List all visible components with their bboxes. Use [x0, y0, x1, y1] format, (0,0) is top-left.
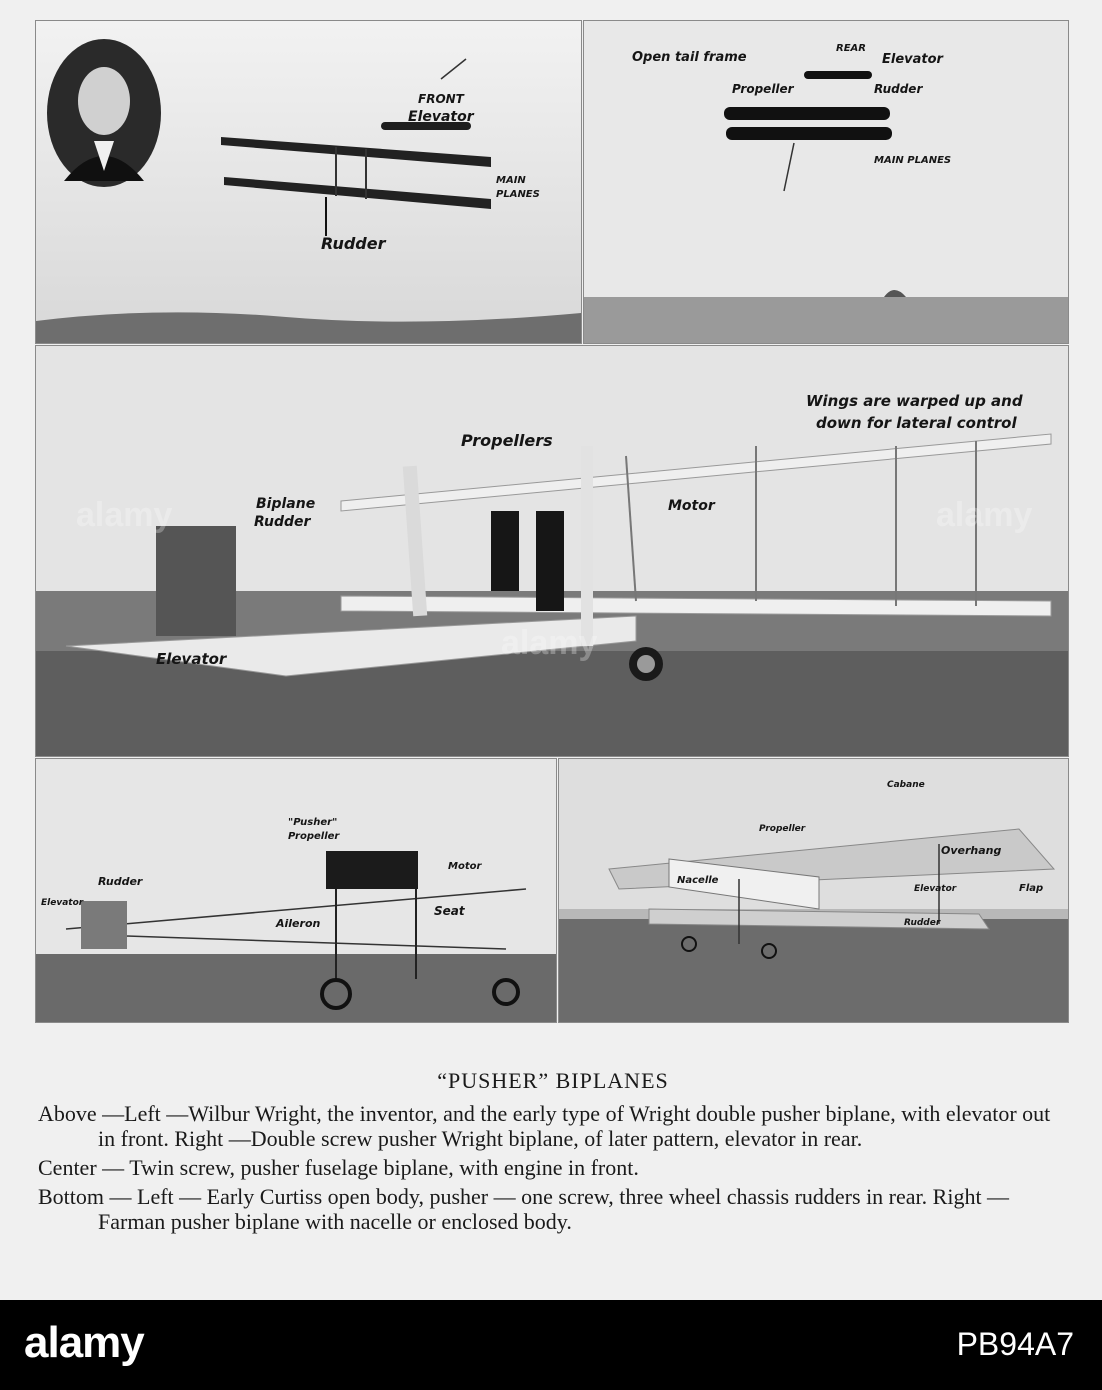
- label-rudder: Rudder: [904, 918, 941, 928]
- farman-pusher-illustration: [559, 759, 1068, 1022]
- caption-title: “PUSHER” BIPLANES: [437, 1068, 669, 1093]
- label-motor: Motor: [668, 498, 715, 514]
- watermark-center: alamy: [501, 624, 598, 662]
- label-seat: Seat: [434, 904, 465, 918]
- label-rudder: Rudder: [321, 234, 386, 253]
- wright-later-biplane-illustration: [584, 21, 1068, 343]
- watermark-right: alamy: [936, 496, 1033, 534]
- label-pusher-propeller: Propeller: [288, 831, 340, 842]
- label-wings-1: Wings are warped up and: [806, 392, 1023, 410]
- label-propellers: Propellers: [461, 431, 553, 450]
- label-motor: Motor: [448, 861, 482, 872]
- label-elevator: Elevator: [914, 884, 957, 894]
- photo-farman-nacelle: [558, 758, 1069, 1023]
- label-rudder: Rudder: [98, 875, 143, 888]
- label-rudder: Rudder: [874, 82, 923, 96]
- label-nacelle: Nacelle: [677, 875, 719, 886]
- label-elevator: Elevator: [41, 898, 84, 908]
- photo-fuselage-biplane: [35, 345, 1069, 757]
- caption-bottom: Bottom — Left — Early Curtiss open body, pusher — one screw, three wheel chassis rudders in rear. Right — Farman pusher biplane with nacelle or enclosed body.: [38, 1184, 1010, 1234]
- photo-curtiss-open-body: [35, 758, 557, 1023]
- label-open-tail-frame: Open tail frame: [632, 50, 747, 65]
- label-biplane: Biplane: [256, 496, 316, 512]
- label-propeller: Propeller: [732, 82, 794, 96]
- caption: [38, 1068, 1068, 1238]
- label-cabane: Cabane: [887, 780, 925, 790]
- label-biplane-rudder: Rudder: [254, 514, 311, 530]
- label-rear: REAR: [836, 43, 866, 54]
- photo-wright-rear-elevator: [583, 20, 1069, 344]
- image-id: PB94A7: [956, 1326, 1074, 1362]
- alamy-logo: alamy: [24, 1318, 144, 1367]
- label-main-planes: PLANES: [496, 189, 540, 200]
- label-rear-elevator: Elevator: [882, 52, 943, 67]
- caption-center: Center — Twin screw, pusher fuselage biplane, with engine in front.: [38, 1155, 639, 1180]
- label-pusher: "Pusher": [288, 817, 338, 828]
- label-front: FRONT: [418, 92, 464, 106]
- label-propeller: Propeller: [759, 824, 806, 834]
- label-front-elevator: Elevator: [408, 109, 474, 125]
- curtiss-pusher-illustration: [36, 759, 556, 1022]
- label-elevator: Elevator: [156, 650, 227, 668]
- caption-above: Above —Left —Wilbur Wright, the inventor, and the early type of Wright double pusher biplane, with elevator out in front. Right —Double screw pusher Wright biplane, of later pattern, elevator in rear.: [38, 1101, 1051, 1151]
- label-main-planes: MAIN PLANES: [874, 155, 952, 166]
- label-overhang: Overhang: [941, 844, 1002, 857]
- label-flap: Flap: [1019, 883, 1044, 894]
- watermark-left: alamy: [76, 496, 173, 534]
- photo-wright-front-elevator: [35, 20, 582, 344]
- label-main: MAIN: [496, 175, 526, 186]
- wright-early-biplane-illustration: [36, 21, 581, 343]
- stock-footer-bar: [0, 1300, 1102, 1390]
- twin-screw-fuselage-biplane-illustration: [36, 346, 1068, 756]
- label-wings-2: down for lateral control: [816, 414, 1017, 432]
- label-aileron: Aileron: [276, 917, 321, 930]
